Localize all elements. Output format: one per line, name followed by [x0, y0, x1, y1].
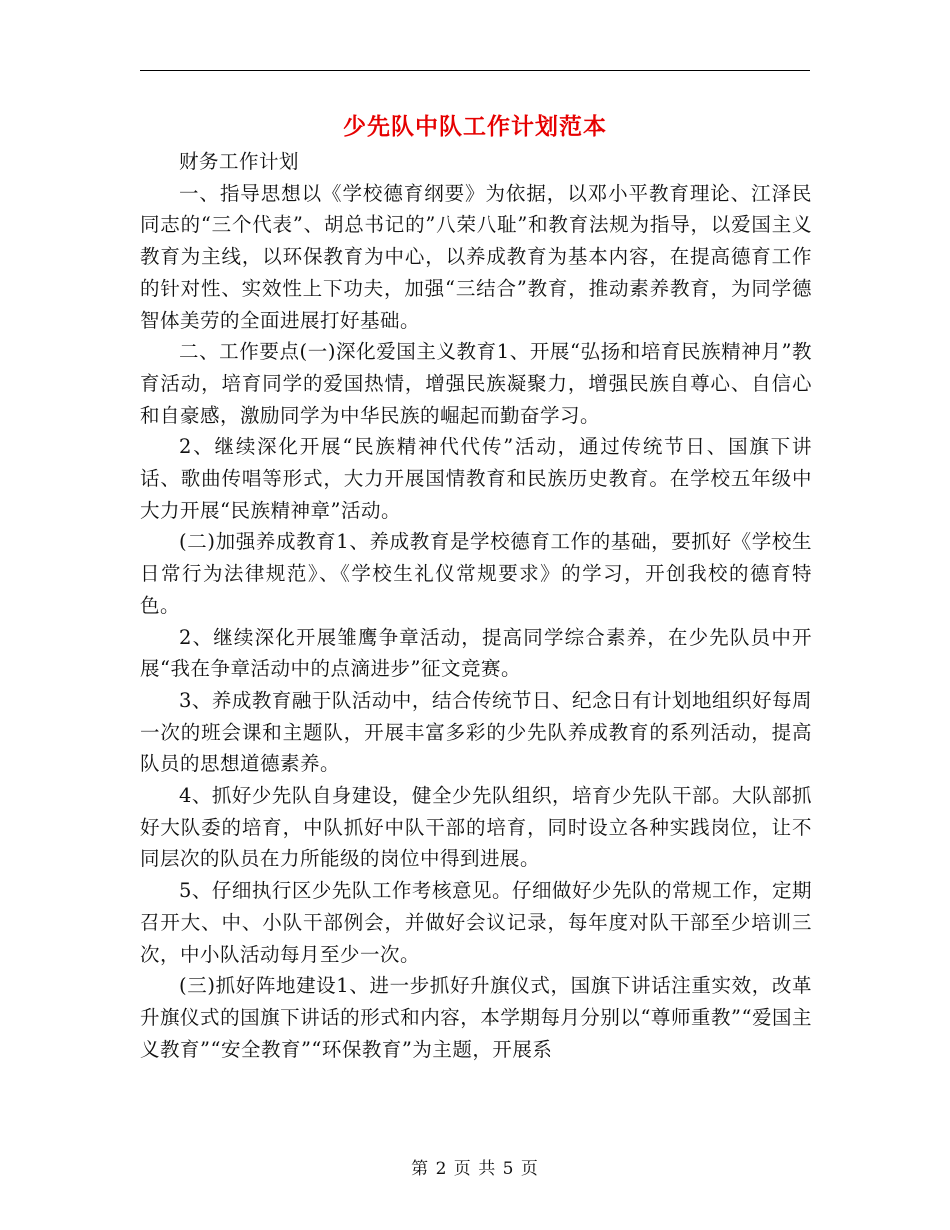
paragraph-badge-activity: 2、继续深化开展雏鹰争章活动，提高同学综合素养，在少先队员中开展“我在争章活动中的点滴进步”征文竞赛。: [140, 625, 812, 681]
paragraph-flag-ceremony: (三)抓好阵地建设1、进一步抓好升旗仪式，国旗下讲话注重实效，改革升旗仪式的国旗下讲话的形式和内容，本学期每月分别以“尊师重教”“爱国主义教育”“安全教育”“环保教育”为主题，开展系: [140, 974, 812, 1061]
paragraph-national-spirit: 2、继续深化开展“民族精神代代传”活动，通过传统节日、国旗下讲话、歌曲传唱等形式，大力开展国情教育和民族历史教育。在学校五年级中大力开展“民族精神章”活动。: [140, 435, 812, 522]
paragraph-team-building: 4、抓好少先队自身建设，健全少先队组织，培育少先队干部。大队部抓好大队委的培育，中队抓好中队干部的培育，同时设立各种实践岗位，让不同层次的队员在力所能级的岗位中得到进展。: [140, 784, 812, 871]
paragraph-team-activities: 3、养成教育融于队活动中，结合传统节日、纪念日有计划地组织好每周一次的班会课和主题队，开展丰富多彩的少先队养成教育的系列活动，提高队员的思想道德素养。: [140, 688, 812, 776]
paragraph-assessment: 5、仔细执行区少先队工作考核意见。仔细做好少先队的常规工作，定期召开大、中、小队干部例会，并做好会议记录，每年度对队干部至少培训三次，中小队活动每月至少一次。: [140, 879, 812, 966]
document-title: 少先队中队工作计划范本: [343, 114, 607, 140]
document-body: [140, 146, 812, 1065]
paragraph-habit-education: (二)加强养成教育1、养成教育是学校德育工作的基础，要抓好《学校生日常行为法律规范》、《学校生礼仪常规要求》的学习，开创我校的德育特色。: [140, 530, 812, 617]
paragraph-work-points: 二、工作要点(一)深化爱国主义教育1、开展“弘扬和培育民族精神月”教育活动，培育同学的爱国热情，增强民族凝聚力，增强民族自尊心、自信心和自豪感，激励同学为中华民族的崛起而勤奋学习。: [140, 340, 812, 427]
header-rule: [140, 70, 810, 71]
page-number-footer: 第 2 页 共 5 页: [411, 1159, 539, 1179]
section-heading-finance: 财务工作计划: [179, 150, 300, 173]
paragraph-guiding-ideology: 一、指导思想以《学校德育纲要》为依据，以邓小平教育理论、江泽民同志的“三个代表”、胡总书记的”八荣八耻”和教育法规为指导，以爱国主义教育为主线，以环保教育为中心，以养成教育为基本内容，在提高德育工作的针对性、实效性上下功夫，加强“三结合”教育，推动素养教育，为同学德智体美劳的全面进展打好基础。: [140, 181, 812, 332]
